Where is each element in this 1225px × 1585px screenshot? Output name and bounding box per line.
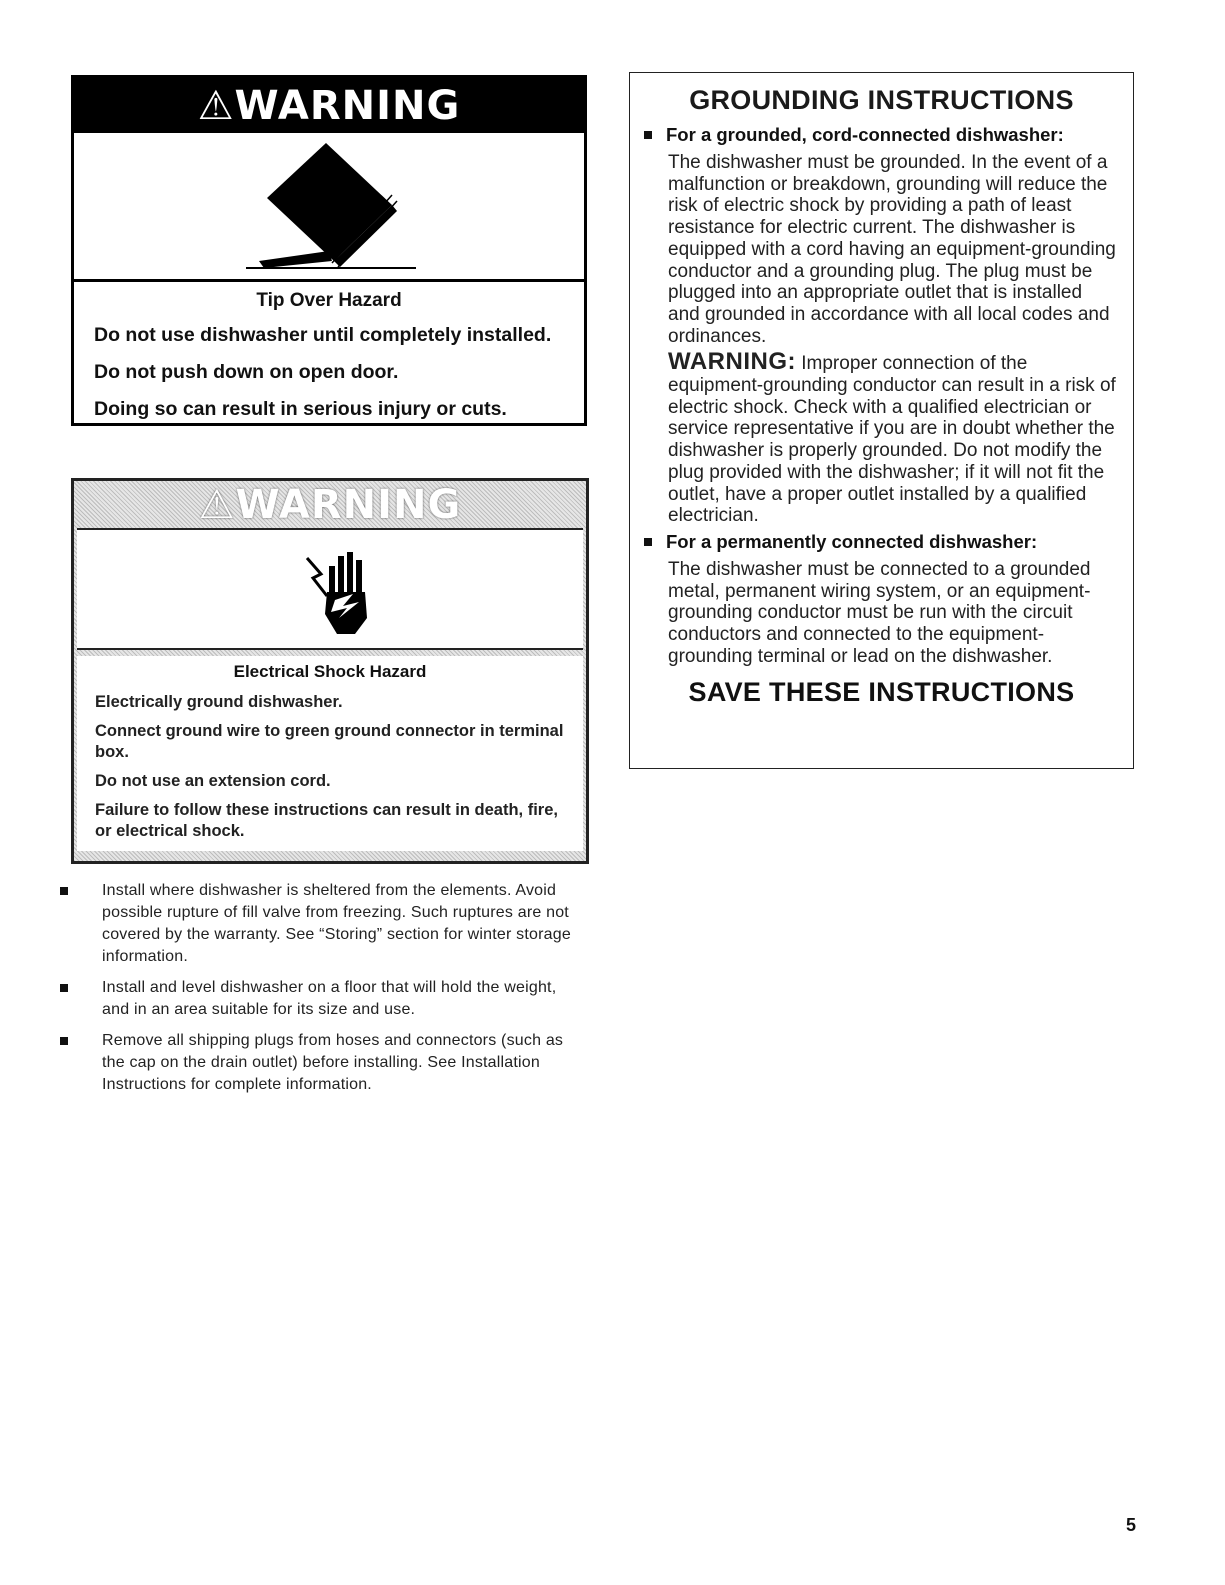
installation-bullets <box>58 880 588 1105</box>
warning-line: Electrically ground dishwasher. <box>95 693 343 711</box>
hazard-title: Electrical Shock Hazard <box>233 662 427 681</box>
tip-over-warning-box <box>71 75 587 426</box>
page-number: 5 <box>1126 1515 1137 1535</box>
warning-label: WARNING: <box>668 348 796 376</box>
subheading-text: For a permanently connected dishwasher: <box>666 530 1038 552</box>
grounding-paragraph: The dishwasher must be connected to a grounded metal, permanent wiring system, or an equipment-grounding conductor must be run with the circuit conductors and connected to the equipment-grounding terminal or lead on the dishwasher. <box>668 558 1091 667</box>
tip-over-icon <box>74 133 584 282</box>
bullet-text: Remove all shipping plugs from hoses and connectors (such as the cap on the drain outlet) before installing. See Installation Instructions for complete information. <box>102 1032 564 1093</box>
grounding-warning-paragraph <box>630 348 1133 527</box>
warning-line: Connect ground wire to green ground connector in terminal box. <box>95 722 564 761</box>
hazard-title: Tip Over Hazard <box>256 290 402 311</box>
bullet-square-icon <box>60 984 68 992</box>
warning-text: Improper connection of the equipment-grounding conductor can result in a risk of electric shock. Check with a qualified electrician or service representative if you are in doubt whether the dishwasher is properly grounded. Do not modify the plug provided with the dishwasher; if it will not fit the outlet, have a proper outlet installed by a qualified electrician. <box>668 353 1116 527</box>
subheading-text: For a grounded, cord-connected dishwasher: <box>666 124 1064 145</box>
warning-line: Do not push down on open door. <box>94 361 399 383</box>
electrical-shock-icon <box>77 528 583 650</box>
bullet-square-icon <box>644 538 652 546</box>
warning-line: Failure to follow these instructions can result in death, fire, or electrical shock. <box>95 801 558 840</box>
warning-line: Do not use dishwasher until completely installed. <box>94 324 552 346</box>
grounding-subheading <box>630 531 1133 553</box>
warning-line: Doing so can result in serious injury or cuts. <box>94 398 507 420</box>
save-instructions-heading: SAVE THESE INSTRUCTIONS <box>688 677 1075 708</box>
grounding-paragraph: The dishwasher must be grounded. In the event of a malfunction or breakdown, grounding will reduce the risk of electric shock by providing a path of least resistance for electric current. The dishwasher is equipped with a cord having an equipment-grounding conductor and a grounding plug. The plug must be plugged into an appropriate outlet that is installed and grounded in accordance with all local codes and ordinances. <box>668 152 1116 347</box>
bullet-square-icon <box>60 1037 68 1045</box>
grounding-subheading <box>630 124 1133 146</box>
grounding-title: GROUNDING INSTRUCTIONS <box>689 85 1074 115</box>
bullet-square-icon <box>644 131 652 139</box>
warning-banner: ⚠WARNING <box>198 481 462 528</box>
electrical-shock-warning-box <box>71 478 589 864</box>
bullet-text: Install where dishwasher is sheltered from the elements. Avoid possible rupture of fill valve from freezing. Such ruptures are not covered by the warranty. See “Storing” section for winter storage information. <box>102 882 571 965</box>
bullet-square-icon <box>60 887 68 895</box>
list-item <box>58 1030 588 1096</box>
bullet-text: Install and level dishwasher on a floor that will hold the weight, and in an area suitable for its size and use. <box>102 979 557 1018</box>
grounding-instructions-box <box>629 72 1134 769</box>
list-item <box>58 880 588 968</box>
warning-line: Do not use an extension cord. <box>95 772 331 790</box>
warning-banner: ⚠WARNING <box>74 78 584 133</box>
list-item <box>58 977 588 1021</box>
